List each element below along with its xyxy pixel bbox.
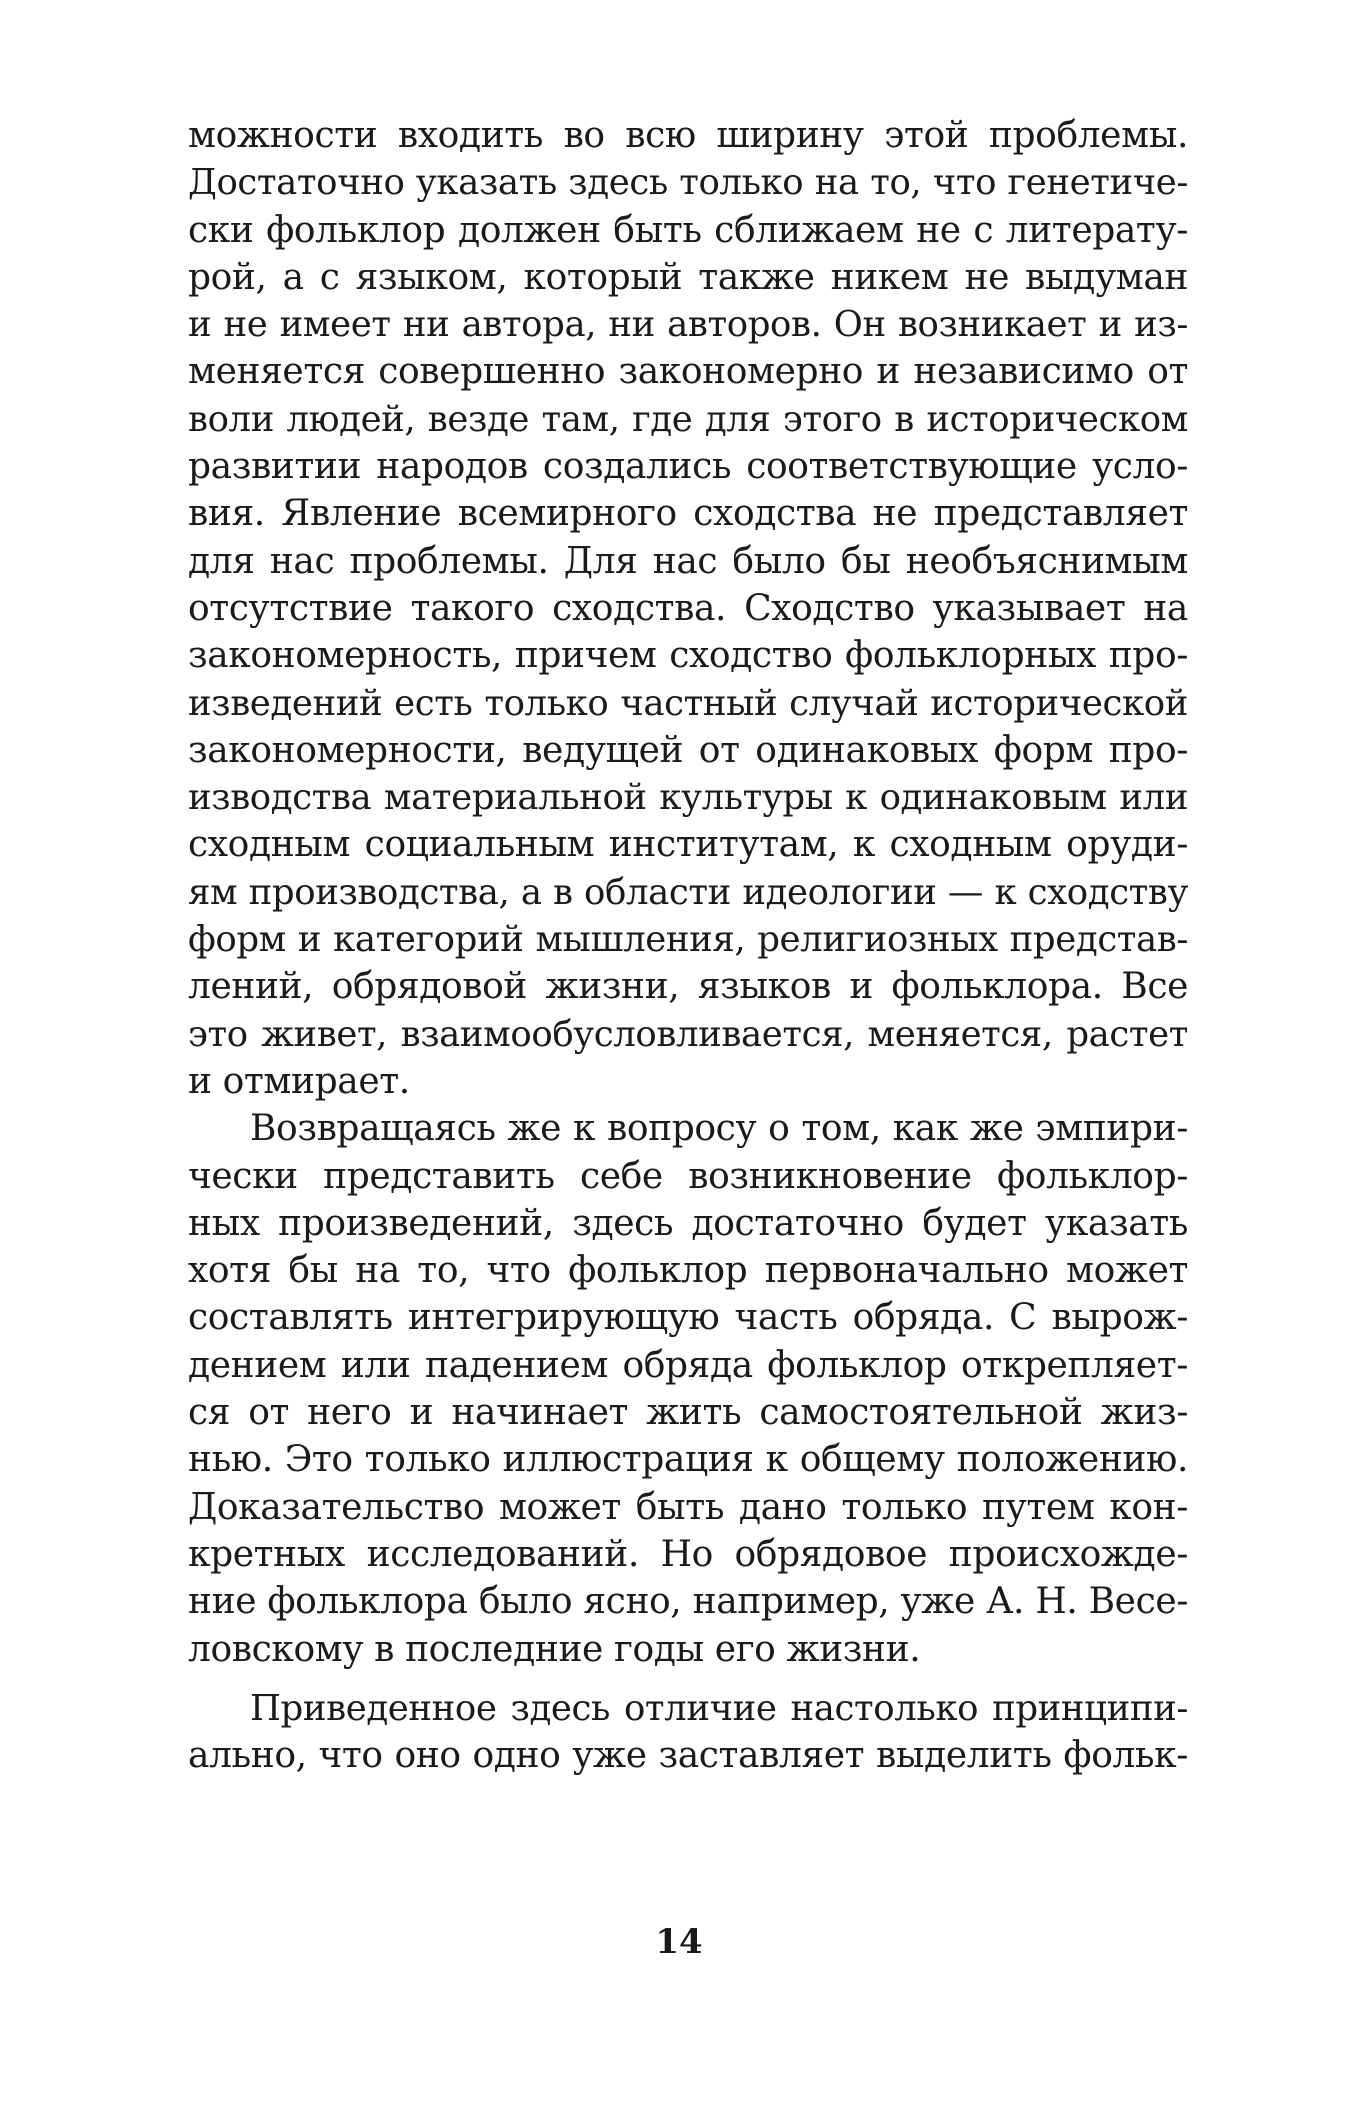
text-line: изводства материальной культуры к одинаковым или bbox=[188, 777, 1188, 819]
text-line: для нас проблемы. Для нас было бы необъяснимым bbox=[188, 540, 1188, 582]
text-line: кретных исследований. Но обрядовое происхожде- bbox=[188, 1533, 1188, 1575]
page-number: 14 bbox=[655, 1922, 703, 1962]
body-text bbox=[188, 112, 1188, 1779]
text-line: ям производства, а в области идеологии — к сходству bbox=[188, 871, 1188, 913]
text-line: и не имеет ни автора, ни авторов. Он возникает и из- bbox=[188, 304, 1188, 346]
text-line: отсутствие такого сходства. Сходство указывает на bbox=[188, 587, 1188, 629]
text-line: чески представить себе возникновение фольклор- bbox=[188, 1155, 1188, 1197]
text-line: лений, обрядовой жизни, языков и фольклора. Все bbox=[188, 966, 1188, 1008]
text-line: Возвращаясь же к вопросу о том, как же эмпири- bbox=[250, 1108, 1188, 1150]
text-line: хотя бы на то, что фольклор первоначально может bbox=[188, 1250, 1188, 1292]
text-line: ние фольклора было ясно, например, уже А. Н. Весе- bbox=[188, 1581, 1188, 1623]
paragraph bbox=[188, 1685, 1188, 1780]
paragraph-spacer bbox=[188, 1673, 1188, 1685]
text-line: ально, что оно одно уже заставляет выделить фольк- bbox=[188, 1735, 1188, 1777]
text-line: развитии народов создались соответствующие усло- bbox=[188, 446, 1188, 488]
text-line: дением или падением обряда фольклор открепляет- bbox=[188, 1344, 1188, 1386]
text-line: воли людей, везде там, где для этого в историческом bbox=[188, 398, 1188, 440]
text-line: форм и категорий мышления, религиозных представ- bbox=[188, 919, 1188, 961]
text-line: нью. Это только иллюстрация к общему положению. bbox=[188, 1439, 1188, 1481]
text-line: Приведенное здесь отличие настолько принципи- bbox=[250, 1687, 1188, 1729]
text-line: закономерность, причем сходство фольклорных про- bbox=[188, 635, 1188, 677]
text-line: ски фольклор должен быть сближаем не с литерату- bbox=[188, 209, 1188, 251]
text-line: вия. Явление всемирного сходства не представляет bbox=[188, 493, 1188, 535]
paragraph bbox=[188, 112, 1188, 1105]
text-line: рой, а с языком, который также никем не выдуман bbox=[188, 256, 1188, 298]
text-line: изведений есть только частный случай исторической bbox=[188, 682, 1188, 724]
text-line: меняется совершенно закономерно и независимо от bbox=[188, 351, 1188, 393]
text-line: закономерности, ведущей от одинаковых форм про- bbox=[188, 729, 1188, 771]
text-line: сходным социальным институтам, к сходным оруди- bbox=[188, 824, 1188, 866]
text-line: составлять интегрирующую часть обряда. С вырож- bbox=[188, 1297, 1188, 1339]
text-line: ловскому в последние годы его жизни. bbox=[188, 1628, 921, 1670]
text-line: Достаточно указать здесь только на то, что генетиче- bbox=[188, 162, 1188, 204]
text-line: ных произведений, здесь достаточно будет указать bbox=[188, 1202, 1188, 1244]
text-line: и отмирает. bbox=[188, 1060, 410, 1102]
text-line: можности входить во всю ширину этой проблемы. bbox=[188, 115, 1188, 156]
paragraph bbox=[188, 1105, 1188, 1673]
text-line: Доказательство может быть дано только путем кон- bbox=[188, 1486, 1188, 1528]
text-line: это живет, взаимообусловливается, меняется, растет bbox=[188, 1013, 1188, 1055]
text-line: ся от него и начинает жить самостоятельной жиз- bbox=[188, 1392, 1188, 1434]
